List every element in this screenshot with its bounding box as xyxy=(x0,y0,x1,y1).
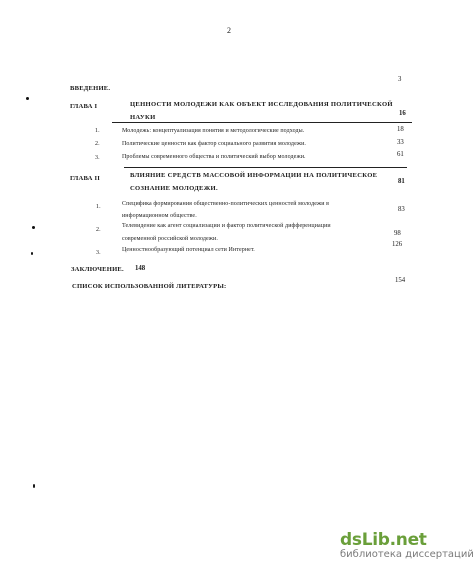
chapter2-item3-num: 3. xyxy=(96,250,101,256)
chapter1-title-line1: ЦЕННОСТИ МОЛОДЕЖИ КАК ОБЪЕКТ ИССЛЕДОВАНИЯ ПОЛИТИЧЕСКОЙ xyxy=(130,101,393,108)
scan-speck xyxy=(31,252,33,255)
chapter2-title-line1: ВЛИЯНИЕ СРЕДСТВ МАССОВОЙ ИНФОРМАЦИИ НА ПОЛИТИЧЕСКОЕ xyxy=(130,172,378,179)
chapter1-page: 16 xyxy=(399,110,406,117)
chapter1-label: ГЛАВА I xyxy=(70,103,98,110)
toc-conclusion-label: ЗАКЛЮЧЕНИЕ. xyxy=(71,266,124,273)
chapter2-item3-text: Ценностнообразующий потенциал сети Интернет. xyxy=(122,247,255,253)
toc-conclusion-page: 148 xyxy=(135,265,146,272)
chapter1-item1-text: Молодежь: концептуализация понятия и методологические подходы. xyxy=(122,128,305,134)
chapter2-item2-page: 98 xyxy=(394,230,401,237)
toc-references-label: СПИСОК ИСПОЛЬЗОВАННОЙ ЛИТЕРАТУРЫ: xyxy=(72,283,227,290)
page-number: 2 xyxy=(227,26,231,35)
watermark xyxy=(340,530,474,560)
chapter2-item1-page: 83 xyxy=(398,206,405,213)
chapter2-item2-line2: современной российской молодежи. xyxy=(122,236,218,242)
chapter1-item2-num: 2. xyxy=(95,141,100,147)
toc-references-page: 154 xyxy=(395,277,406,284)
chapter1-item1-page: 18 xyxy=(397,126,404,133)
chapter1-item3-text: Проблемы современного общества и политический выбор молодежи. xyxy=(122,154,306,160)
watermark-logo: dsLib.net xyxy=(340,530,427,550)
chapter1-title-line2: НАУКИ xyxy=(130,114,156,121)
toc-intro-label: ВВЕДЕНИЕ. xyxy=(70,85,111,92)
chapter2-item2-num: 2. xyxy=(96,227,101,233)
chapter1-item3-num: 3. xyxy=(95,155,100,161)
chapter1-item2-text: Политические ценности как фактор социального развития молодежи. xyxy=(122,141,306,147)
chapter2-item3-page: 126 xyxy=(392,241,403,248)
chapter2-label: ГЛАВА II xyxy=(70,175,100,182)
chapter2-page: 81 xyxy=(398,178,405,185)
chapter2-title-line2: СОЗНАНИЕ МОЛОДЕЖИ. xyxy=(130,185,218,192)
chapter1-rule xyxy=(112,122,412,123)
scan-speck xyxy=(26,97,29,100)
chapter2-item1-line2: информационном обществе. xyxy=(122,213,197,219)
chapter2-rule xyxy=(124,167,407,168)
toc-intro-page: 3 xyxy=(398,76,402,83)
scan-speck xyxy=(33,484,35,488)
chapter2-item1-line1: Специфика формирования общественно-политических ценностей молодежи в xyxy=(122,201,330,207)
chapter1-item2-page: 33 xyxy=(397,139,404,146)
chapter1-item3-page: 61 xyxy=(397,151,404,158)
scan-speck xyxy=(32,226,35,229)
watermark-tagline: библиотека диссертаций xyxy=(340,549,474,560)
chapter2-item1-num: 1. xyxy=(96,204,101,210)
chapter1-item1-num: 1. xyxy=(95,128,100,134)
chapter2-item2-line1: Телевидение как агент социализации и фактор политической дифференциации xyxy=(122,223,331,229)
